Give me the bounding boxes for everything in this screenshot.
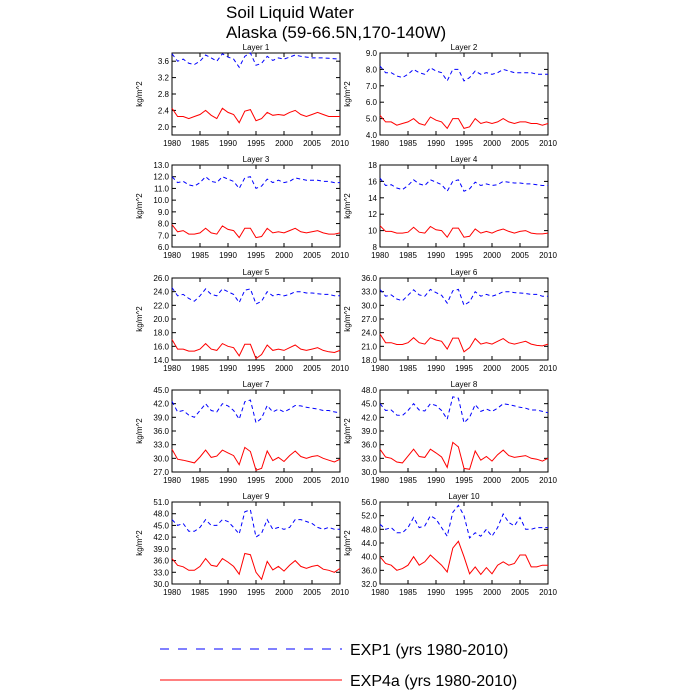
x-tick-label: 2010 (539, 251, 557, 260)
x-tick-label: 1980 (371, 251, 389, 260)
x-tick-label: 1995 (247, 364, 265, 373)
y-tick-label: 48.0 (153, 509, 169, 519)
panel-layer-8 (343, 380, 557, 485)
x-tick-label: 2005 (303, 139, 321, 148)
series-exp1-line (380, 397, 548, 423)
panel-title: Layer 7 (242, 380, 270, 389)
y-tick-label: 33.0 (153, 440, 169, 450)
y-tick-label: 3.2 (157, 73, 169, 83)
y-tick-label: 2.8 (157, 90, 169, 99)
x-tick-label: 1985 (191, 251, 209, 260)
x-tick-label: 1980 (371, 588, 389, 597)
x-tick-label: 1995 (247, 588, 265, 597)
series-exp1-line (380, 178, 548, 191)
y-tick-label: 36.0 (361, 566, 377, 576)
panel-layer-4 (343, 155, 557, 260)
y-tick-label: 2.4 (157, 106, 169, 116)
x-tick-label: 1985 (191, 364, 209, 373)
x-tick-label: 1985 (399, 476, 417, 485)
y-tick-label: 36.0 (361, 274, 377, 283)
x-tick-label: 2005 (511, 139, 529, 148)
y-tick-label: 22.0 (153, 301, 169, 311)
x-tick-label: 2005 (303, 588, 321, 597)
x-tick-label: 2000 (483, 139, 501, 148)
x-tick-label: 1990 (427, 588, 445, 597)
panel-title: Layer 5 (242, 268, 270, 277)
x-tick-label: 1995 (455, 364, 473, 373)
x-tick-label: 2000 (483, 588, 501, 597)
x-tick-label: 1980 (163, 251, 181, 260)
series-exp4a-line (380, 226, 548, 238)
plot-frame (172, 165, 340, 247)
series-exp4a-line (172, 340, 340, 359)
x-tick-label: 2000 (275, 251, 293, 260)
y-tick-label: 52.0 (361, 511, 377, 521)
y-tick-label: 27.0 (153, 468, 169, 477)
y-tick-label: 39.0 (153, 544, 169, 554)
y-tick-label: 24.0 (361, 328, 377, 338)
series-exp4a-line (380, 442, 548, 469)
panel-layer-3 (135, 155, 349, 260)
y-tick-label: 21.0 (361, 342, 377, 352)
y-tick-label: 39.0 (361, 427, 377, 436)
x-tick-label: 1990 (427, 251, 445, 260)
series-exp1-line (172, 510, 340, 537)
figure-title: Soil Liquid Water (226, 3, 354, 22)
y-tick-label: 8.0 (157, 219, 169, 229)
series-exp1-line (172, 288, 340, 304)
series-exp4a-line (172, 447, 340, 470)
y-axis-label: kg/m^2 (135, 193, 144, 219)
y-tick-label: 10.0 (153, 196, 169, 206)
y-tick-label: 2.0 (157, 122, 169, 132)
y-tick-label: 18.0 (361, 356, 377, 365)
y-tick-label: 36.0 (153, 427, 169, 436)
x-tick-label: 2005 (511, 588, 529, 597)
y-tick-label: 32.0 (361, 580, 377, 589)
series-exp4a-line (172, 225, 340, 238)
x-tick-label: 2000 (275, 139, 293, 148)
legend (160, 642, 517, 690)
y-tick-label: 48.0 (361, 525, 377, 535)
x-tick-label: 1990 (219, 139, 237, 148)
y-tick-label: 51.0 (153, 498, 169, 507)
y-tick-label: 16.0 (153, 342, 169, 352)
x-tick-label: 2000 (275, 588, 293, 597)
x-tick-label: 2005 (511, 364, 529, 373)
x-tick-label: 1995 (455, 251, 473, 260)
y-tick-label: 18 (368, 161, 377, 170)
series-exp4a-line (172, 108, 340, 122)
panel-title: Layer 2 (450, 43, 478, 52)
y-tick-label: 33.0 (361, 454, 377, 464)
y-tick-label: 27.0 (361, 315, 377, 324)
x-tick-label: 2010 (331, 364, 349, 373)
y-tick-label: 11.0 (154, 184, 169, 194)
panel-title: Layer 10 (448, 492, 480, 501)
x-tick-label: 1985 (399, 251, 417, 260)
series-exp4a-line (380, 115, 548, 128)
x-tick-label: 1980 (163, 588, 181, 597)
y-axis-label: kg/m^2 (343, 193, 352, 219)
panel-layer-1 (135, 43, 349, 148)
y-tick-label: 30.0 (153, 454, 169, 464)
x-tick-label: 2005 (303, 476, 321, 485)
y-tick-label: 3.6 (157, 57, 169, 67)
x-tick-label: 2010 (539, 364, 557, 373)
y-tick-label: 13.0 (153, 161, 169, 170)
x-tick-label: 1990 (219, 364, 237, 373)
x-tick-label: 2000 (483, 251, 501, 260)
x-tick-label: 2010 (331, 251, 349, 260)
y-axis-label: kg/m^2 (343, 418, 352, 444)
x-tick-label: 1990 (219, 588, 237, 597)
panel-layer-7 (135, 380, 349, 485)
series-exp1-line (172, 400, 340, 423)
x-tick-label: 2005 (303, 364, 321, 373)
x-tick-label: 2005 (511, 251, 529, 260)
series-exp1-line (380, 505, 548, 538)
y-tick-label: 16 (368, 177, 377, 187)
x-tick-label: 2010 (331, 588, 349, 597)
y-tick-label: 44.0 (361, 539, 377, 548)
x-tick-label: 1985 (191, 476, 209, 485)
y-tick-label: 10 (368, 226, 377, 236)
y-tick-label: 48.0 (361, 386, 377, 395)
panel-layer-10 (343, 492, 557, 597)
x-tick-label: 1995 (455, 588, 473, 597)
y-tick-label: 7.0 (365, 81, 377, 91)
panel-title: Layer 3 (242, 155, 270, 164)
y-tick-label: 30.0 (361, 301, 377, 311)
y-tick-label: 45.0 (153, 386, 169, 395)
panel-layer-6 (343, 268, 557, 373)
y-axis-label: kg/m^2 (135, 81, 144, 107)
y-tick-label: 36.0 (361, 440, 377, 450)
y-tick-label: 33.0 (153, 568, 169, 578)
x-tick-label: 1995 (455, 139, 473, 148)
series-exp1-line (172, 177, 340, 189)
x-tick-label: 1990 (427, 139, 445, 148)
panel-layer-9 (135, 492, 349, 597)
x-tick-label: 2005 (303, 251, 321, 260)
y-tick-label: 40.0 (361, 552, 377, 562)
panel-title: Layer 8 (450, 380, 478, 389)
y-tick-label: 30.0 (153, 580, 169, 589)
x-tick-label: 2000 (483, 476, 501, 485)
x-tick-label: 2010 (331, 139, 349, 148)
y-tick-label: 8.0 (365, 65, 377, 75)
y-tick-label: 33.0 (361, 287, 377, 297)
x-tick-label: 1980 (163, 364, 181, 373)
x-tick-label: 1995 (247, 251, 265, 260)
legend-exp4a-label: EXP4a (yrs 1980-2010) (350, 673, 518, 690)
y-tick-label: 14.0 (153, 356, 169, 365)
x-tick-label: 1990 (219, 476, 237, 485)
y-tick-label: 26.0 (153, 274, 169, 283)
x-tick-label: 2005 (511, 476, 529, 485)
x-tick-label: 1985 (191, 139, 209, 148)
y-tick-label: 18.0 (153, 328, 169, 338)
x-tick-label: 1985 (191, 588, 209, 597)
y-tick-label: 8 (372, 243, 377, 252)
legend-exp1-label: EXP1 (yrs 1980-2010) (350, 642, 509, 659)
y-tick-label: 6.0 (157, 243, 169, 252)
series-exp4a-line (172, 554, 340, 580)
y-tick-label: 45.0 (361, 399, 377, 409)
x-tick-label: 1990 (219, 251, 237, 260)
x-tick-label: 1995 (247, 139, 265, 148)
plot-frame (380, 502, 548, 584)
x-tick-label: 2010 (539, 139, 557, 148)
series-exp4a-line (380, 334, 548, 352)
x-tick-label: 2010 (539, 476, 557, 485)
y-tick-label: 7.0 (157, 231, 169, 241)
y-tick-label: 12 (368, 210, 377, 220)
x-tick-label: 2010 (539, 588, 557, 597)
panel-title: Layer 4 (450, 155, 478, 164)
x-tick-label: 2000 (275, 364, 293, 373)
x-tick-label: 1995 (247, 476, 265, 485)
x-tick-label: 1980 (371, 476, 389, 485)
plot-frame (380, 278, 548, 360)
y-axis-label: kg/m^2 (135, 418, 144, 444)
x-tick-label: 1980 (163, 139, 181, 148)
series-exp1-line (380, 66, 548, 81)
x-tick-label: 1990 (427, 364, 445, 373)
x-tick-label: 1985 (399, 364, 417, 373)
y-tick-label: 42.0 (153, 399, 169, 409)
y-tick-label: 14 (368, 193, 377, 203)
x-tick-label: 1985 (399, 588, 417, 597)
y-axis-label: kg/m^2 (343, 530, 352, 556)
panels-grid (135, 43, 557, 597)
figure-subtitle: Alaska (59-66.5N,170-140W) (226, 23, 447, 42)
panel-layer-5 (135, 268, 349, 373)
x-tick-label: 1980 (163, 476, 181, 485)
x-tick-label: 1985 (399, 139, 417, 148)
y-tick-label: 4.0 (365, 131, 377, 140)
x-tick-label: 1990 (427, 476, 445, 485)
y-tick-label: 24.0 (153, 287, 169, 297)
plot-frame (380, 165, 548, 247)
x-tick-label: 1980 (371, 139, 389, 148)
x-tick-label: 1995 (455, 476, 473, 485)
y-tick-label: 20.0 (153, 315, 169, 324)
panel-title: Layer 9 (242, 492, 270, 501)
panel-layer-2 (343, 43, 557, 148)
panel-title: Layer 1 (242, 43, 270, 52)
y-tick-label: 39.0 (153, 413, 169, 423)
y-tick-label: 9.0 (157, 207, 169, 217)
y-tick-label: 36.0 (153, 556, 169, 566)
series-exp1-line (380, 289, 548, 305)
y-tick-label: 12.0 (153, 172, 169, 182)
panel-title: Layer 6 (450, 268, 478, 277)
y-tick-label: 45.0 (153, 521, 169, 531)
x-tick-label: 1980 (371, 364, 389, 373)
x-tick-label: 2000 (275, 476, 293, 485)
y-axis-label: kg/m^2 (135, 530, 144, 556)
y-tick-label: 42.0 (361, 413, 377, 423)
y-axis-label: kg/m^2 (135, 306, 144, 332)
y-axis-label: kg/m^2 (343, 81, 352, 107)
y-tick-label: 56.0 (361, 498, 377, 507)
y-tick-label: 42.0 (153, 533, 169, 543)
y-tick-label: 30.0 (361, 468, 377, 477)
y-tick-label: 9.0 (365, 49, 377, 58)
y-tick-label: 6.0 (365, 98, 377, 108)
y-tick-label: 5.0 (365, 114, 377, 124)
plot-frame (172, 278, 340, 360)
series-exp4a-line (380, 541, 548, 574)
x-tick-label: 2010 (331, 476, 349, 485)
x-tick-label: 2000 (483, 364, 501, 373)
y-axis-label: kg/m^2 (343, 306, 352, 332)
